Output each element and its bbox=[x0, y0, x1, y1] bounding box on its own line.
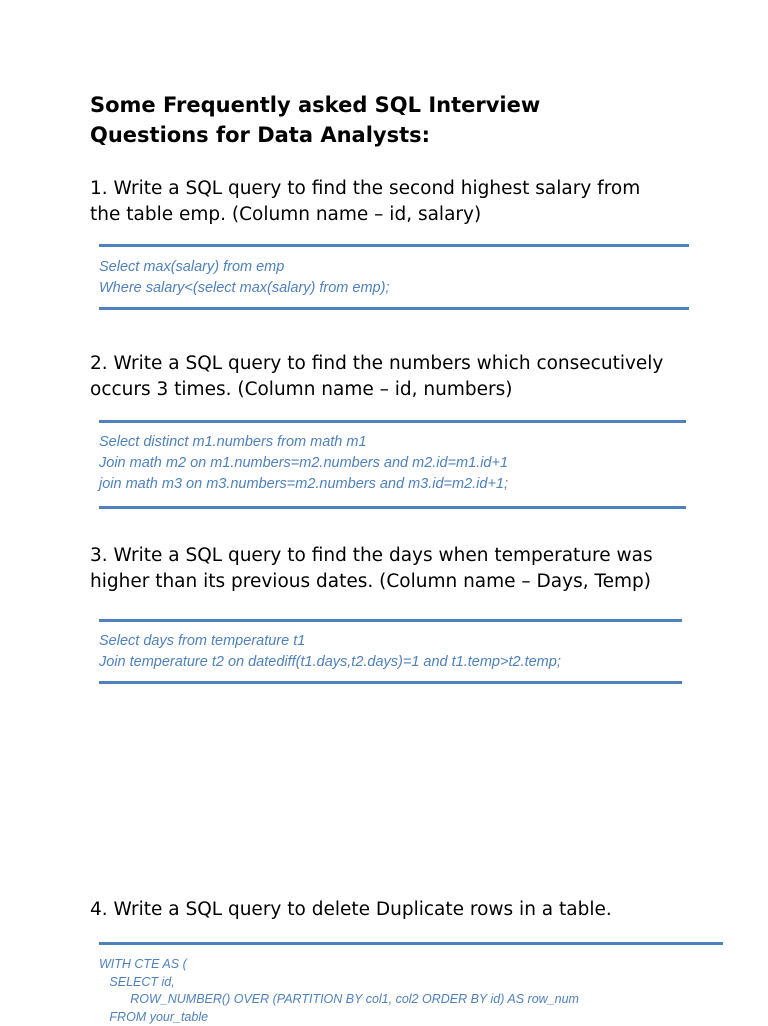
code-block-1-bottom-rule bbox=[99, 307, 689, 310]
question-3-line-2: higher than its previous dates. (Column name – Days, Temp) bbox=[90, 571, 651, 592]
question-4 bbox=[90, 897, 710, 923]
code-line: Join temperature t2 on datediff(t1.days,t2.days)=1 and t1.temp>t2.temp; bbox=[99, 652, 561, 673]
title-line-2: Questions for Data Analysts: bbox=[90, 123, 430, 147]
code-block-1 bbox=[99, 257, 389, 299]
question-2-line-2: occurs 3 times. (Column name – id, numbers) bbox=[90, 379, 512, 400]
code-block-2 bbox=[99, 432, 508, 495]
code-block-2-bottom-rule bbox=[99, 506, 686, 509]
code-block-4-top-rule bbox=[99, 942, 723, 945]
question-2-line-1: 2. Write a SQL query to find the numbers which consecutively bbox=[90, 353, 663, 374]
document-title bbox=[90, 90, 690, 150]
code-line: FROM your_table bbox=[99, 1009, 579, 1026]
code-block-2-top-rule bbox=[99, 420, 686, 423]
code-line: Select days from temperature t1 bbox=[99, 631, 561, 652]
code-line: Select max(salary) from emp bbox=[99, 257, 389, 278]
code-line: SELECT id, bbox=[99, 974, 579, 992]
question-1-line-2: the table emp. (Column name – id, salary) bbox=[90, 204, 481, 225]
question-2 bbox=[90, 351, 710, 403]
code-line: Where salary<(select max(salary) from emp); bbox=[99, 278, 389, 299]
title-line-1: Some Frequently asked SQL Interview bbox=[90, 93, 540, 117]
code-line: ROW_NUMBER() OVER (PARTITION BY col1, col2 ORDER BY id) AS row_num bbox=[99, 991, 579, 1009]
question-3 bbox=[90, 543, 710, 595]
code-line: join math m3 on m3.numbers=m2.numbers and m3.id=m2.id+1; bbox=[99, 474, 508, 495]
question-1-line-1: 1. Write a SQL query to find the second highest salary from bbox=[90, 178, 640, 199]
code-block-4 bbox=[99, 956, 579, 1026]
code-block-1-top-rule bbox=[99, 244, 689, 247]
code-line: Join math m2 on m1.numbers=m2.numbers and m2.id=m1.id+1 bbox=[99, 453, 508, 474]
question-3-line-1: 3. Write a SQL query to find the days when temperature was bbox=[90, 545, 653, 566]
code-block-3-bottom-rule bbox=[99, 681, 682, 684]
code-block-3 bbox=[99, 631, 561, 673]
code-line: Select distinct m1.numbers from math m1 bbox=[99, 432, 508, 453]
code-block-3-top-rule bbox=[99, 619, 682, 622]
question-4-line-1: 4. Write a SQL query to delete Duplicate rows in a table. bbox=[90, 899, 612, 920]
code-line: WITH CTE AS ( bbox=[99, 956, 579, 974]
question-1 bbox=[90, 176, 710, 228]
